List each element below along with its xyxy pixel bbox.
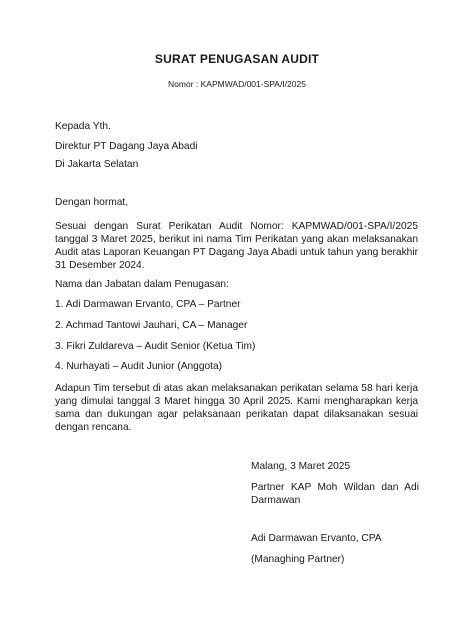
signature-role: Partner KAP Moh Wildan dan Adi Darmawan (251, 482, 419, 506)
team-member-2: 2. Achmad Tantowi Jauhari, CA – Manager (55, 320, 248, 331)
letter-title: SURAT PENUGASAN AUDIT (154, 52, 320, 66)
letter-number: Nomor : KAPMWAD/001-SPA/I/2025 (168, 79, 306, 89)
recipient-place: Di Jakarta Selatan (55, 159, 139, 170)
signature-place-date: Malang, 3 Maret 2025 (251, 461, 351, 472)
team-heading: Nama dan Jabatan dalam Penugasan: (55, 279, 229, 290)
team-member-3: 3. Fikri Zuldareva – Audit Senior (Ketua Tim) (55, 341, 256, 352)
team-member-4: 4. Nurhayati – Audit Junior (Anggota) (55, 361, 223, 372)
recipient-name: Direktur PT Dagang Jaya Abadi (55, 141, 198, 152)
team-member-1: 1. Adi Darmawan Ervanto, CPA – Partner (55, 299, 241, 310)
closing-paragraph: Adapun Tim tersebut di atas akan melaksanakan perikatan selama 58 hari kerja yang dimulai tanggal 3 Maret hingga 30 April 2025. Kami mengharapkan kerja sama dan dukungan agar pelaksanaan perikatan dapat dilaksanakan sesuai dengan rencana. (55, 383, 418, 433)
opening-paragraph: Sesuai dengan Surat Perikatan Audit Nomor: KAPMWAD/001-SPA/I/2025 tanggal 3 Maret 2025, berikut ini nama Tim Perikatan yang akan melaksanakan Audit atas Laporan Keuangan PT Dagang Jaya Abadi untuk tahun yang berakhir 31 Desember 2024. (55, 221, 418, 271)
recipient-salutation: Kepada Yth. (55, 121, 111, 132)
greeting: Dengan hormat, (55, 197, 129, 208)
signature-name: Adi Darmawan Ervanto, CPA (251, 533, 382, 544)
signature-title: (Managhing Partner) (251, 554, 345, 565)
